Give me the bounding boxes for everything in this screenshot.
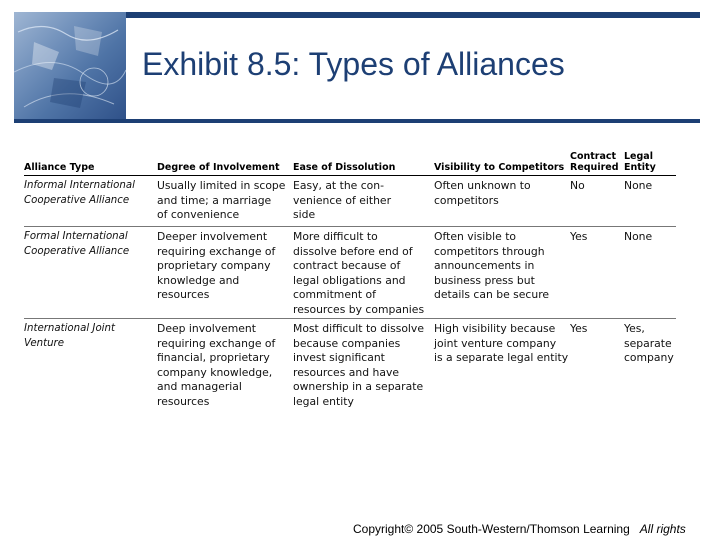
cell-legal: None — [624, 230, 653, 243]
cell-ease: Easy, at the con- venience of either side — [293, 179, 392, 221]
header-contract-required: Contract Required — [570, 151, 619, 173]
cell-alliance-type: Formal International Cooperative Alliance — [24, 231, 130, 257]
table-header-row — [24, 148, 676, 176]
header-decorative-image — [14, 12, 126, 120]
cell-legal: None — [624, 179, 653, 192]
header-legal-entity: Legal Entity — [624, 151, 656, 173]
map-collage-graphic — [14, 12, 126, 120]
cell-ease: More difficult to dissolve before end of contract because of legal obligations and commitment of resources by companies — [293, 230, 425, 316]
copyright-footer — [353, 522, 686, 536]
rights-text: All rights — [639, 522, 686, 536]
copyright-text: Copyright© 2005 South-Western/Thomson Learning — [353, 522, 630, 536]
title-underline — [14, 119, 700, 123]
cell-contract: Yes — [570, 230, 588, 243]
header-alliance-type: Alliance Type — [24, 162, 95, 173]
cell-visibility: Often unknown to competitors — [434, 179, 531, 207]
table-row — [24, 176, 676, 227]
cell-alliance-type: Informal International Cooperative Alliance — [24, 180, 135, 206]
cell-visibility: High visibility because joint venture company is a separate legal entity — [434, 322, 569, 364]
table-row — [24, 227, 676, 319]
cell-degree: Deeper involvement requiring exchange of proprietary company knowledge and resources — [157, 230, 276, 301]
page-title: Exhibit 8.5: Types of Alliances — [142, 46, 565, 82]
cell-contract: No — [570, 179, 585, 192]
cell-alliance-type: International Joint Venture — [24, 323, 115, 349]
cell-ease: Most difficult to dissolve because companies invest significant resources and have ownership in a separate legal entity — [293, 322, 424, 408]
cell-contract: Yes — [570, 322, 588, 335]
cell-degree: Usually limited in scope and time; a marriage of convenience — [157, 179, 286, 221]
alliance-types-table — [24, 148, 676, 411]
header-visibility-to-competitors: Visibility to Competitors — [434, 162, 565, 173]
table-row — [24, 319, 676, 411]
header-ease-of-dissolution: Ease of Dissolution — [293, 162, 396, 173]
header-degree-of-involvement: Degree of Involvement — [157, 162, 280, 173]
cell-visibility: Often visible to competitors through announcements in business press but details can be secure — [434, 230, 550, 301]
cell-degree: Deep involvement requiring exchange of financial, proprietary company knowledge, and managerial resources — [157, 322, 276, 408]
cell-legal: Yes, separate company — [624, 322, 674, 364]
